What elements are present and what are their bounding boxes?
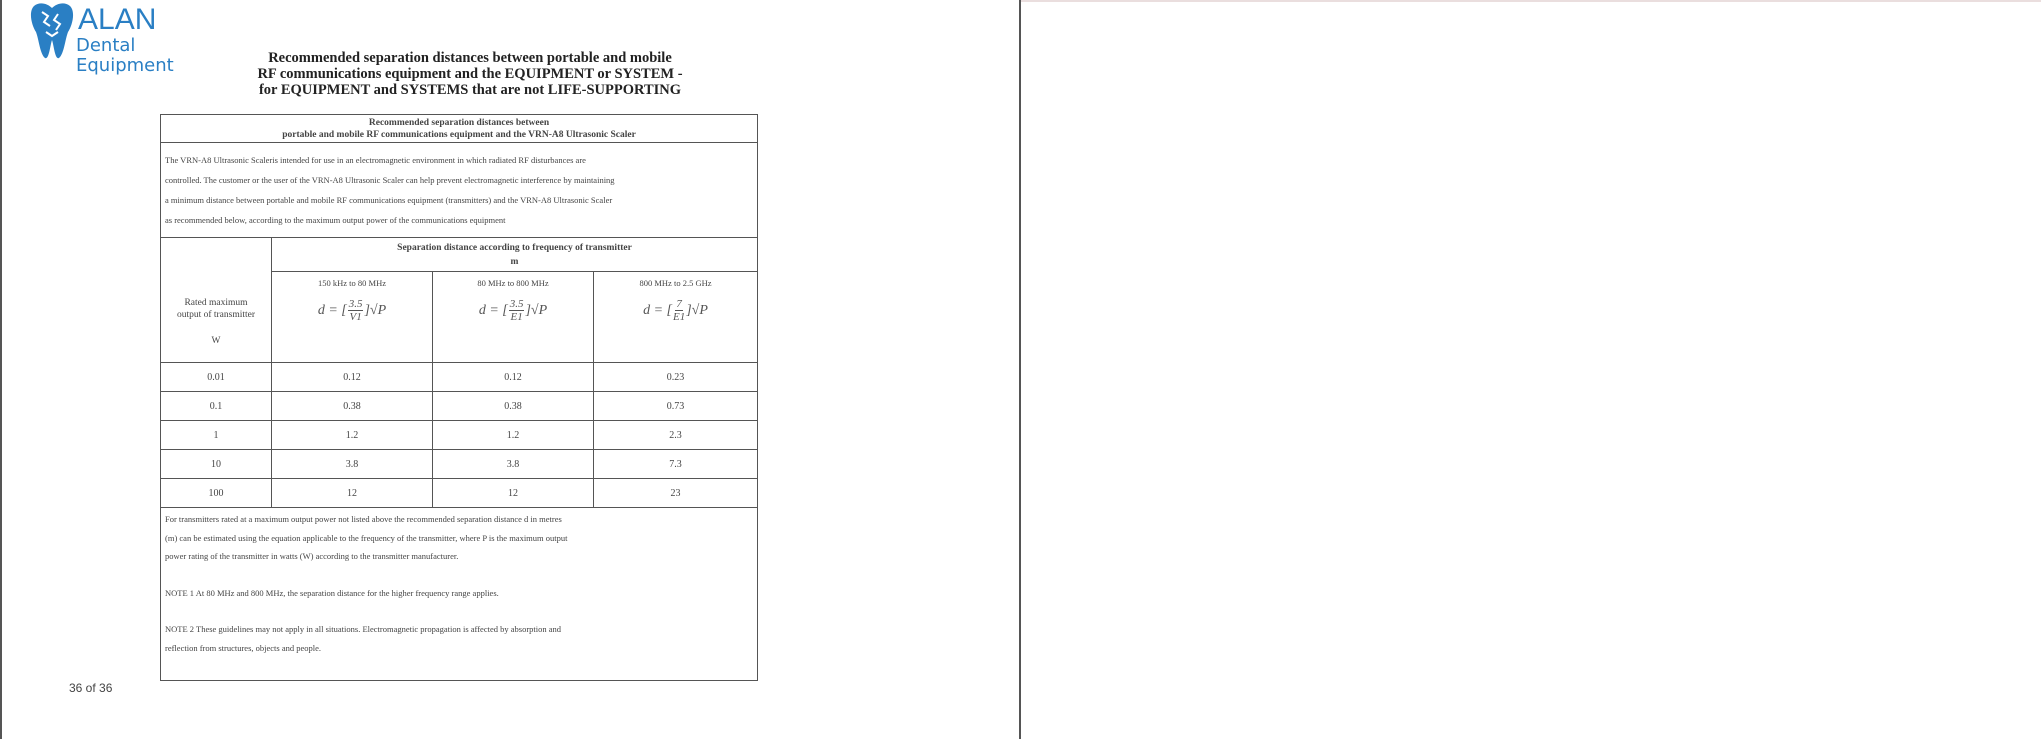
- table-cell: 12: [433, 479, 594, 508]
- formula-eq: =: [653, 302, 664, 318]
- page-divider: [1019, 0, 1021, 739]
- note-1: NOTE 1 At 80 MHz and 800 MHz, the separation distance for the higher frequency range applies.: [165, 587, 499, 598]
- fraction-denominator: E1: [672, 311, 686, 323]
- rated-unit: W: [211, 336, 221, 346]
- table-cell: 23: [594, 479, 758, 508]
- formula-open: [: [341, 302, 347, 318]
- note-2: [165, 620, 753, 657]
- intro-line: The VRN-A8 Ultrasonic Scaleris intended for use in an electromagnetic environment in which radiated RF disturbances are: [165, 155, 586, 165]
- table-cell: 3.8: [433, 450, 594, 479]
- band-formula: [479, 298, 547, 323]
- fraction-denominator: E1: [510, 311, 523, 323]
- table-cell: 7.3: [594, 450, 758, 479]
- fraction-denominator: V1: [349, 311, 362, 323]
- intro-line: a minimum distance between portable and mobile RF communications equipment (transmitters) and the VRN-A8 Ultrasonic Scaler: [165, 195, 613, 205]
- notes-line: NOTE 2 These guidelines may not apply in all situations. Electromagnetic propagation is affected by absorption and: [165, 624, 562, 634]
- notes-line: For transmitters rated at a maximum output power not listed above the recommended separation distance d in metres: [165, 514, 562, 524]
- formula-close: ]: [364, 302, 370, 318]
- rated-header-line: Rated maximum: [184, 298, 248, 308]
- table-cell: 0.38: [433, 392, 594, 421]
- band-label: 150 kHz to 80 MHz: [318, 278, 386, 288]
- table-cell: 2.3: [594, 421, 758, 450]
- notes-line: reflection from structures, objects and people.: [165, 642, 322, 653]
- table-cell: 1.2: [433, 421, 594, 450]
- formula-open: [: [502, 302, 508, 318]
- formula-eq: =: [328, 302, 338, 318]
- rated-output-header: [161, 238, 272, 363]
- notes-line: power rating of the transmitter in watts (W) according to the transmitter manufacturer.: [165, 551, 459, 561]
- fraction-numerator: 3.5: [509, 298, 524, 310]
- page-number: 36 of 36: [69, 681, 113, 695]
- table-cell: 0.73: [594, 392, 758, 421]
- table-intro: [161, 143, 758, 238]
- table-row: [161, 479, 758, 508]
- formula-d: d: [643, 302, 651, 318]
- table-row: [161, 363, 758, 392]
- separation-unit: m: [510, 256, 519, 267]
- formula-fraction: [673, 298, 685, 323]
- band-header-3: [594, 272, 758, 363]
- band-header-1: [272, 272, 433, 363]
- rated-header-line: output of transmitter: [176, 310, 256, 320]
- table-cell: 12: [272, 479, 433, 508]
- document-title: [160, 50, 780, 98]
- intro-line: as recommended below, according to the maximum output power of the communications equipment: [165, 215, 506, 225]
- table-row: [161, 450, 758, 479]
- table-cell: 1: [161, 421, 272, 450]
- page-left-border: [0, 0, 2, 739]
- formula-d: d: [317, 302, 325, 318]
- formula-sqrt: √P: [369, 302, 387, 318]
- table-cell: 1.2: [272, 421, 433, 450]
- tooth-logo-icon: [28, 2, 76, 60]
- title-line: for EQUIPMENT and SYSTEMS that are not LIFE-SUPPORTING: [258, 82, 682, 98]
- intro-line: controlled. The customer or the user of the VRN-A8 Ultrasonic Scaler can help prevent electromagnetic interference by maintaining: [165, 175, 615, 185]
- table-cell: 100: [161, 479, 272, 508]
- table-cell: 0.12: [272, 363, 433, 392]
- formula-close: ]: [686, 302, 692, 318]
- title-line: Recommended separation distances between portable and mobile: [268, 50, 672, 66]
- table-title-line: portable and mobile RF communications equipment and the VRN-A8 Ultrasonic Scaler: [282, 129, 636, 140]
- formula-close: ]: [525, 302, 531, 318]
- fraction-numerator: 7: [676, 298, 682, 310]
- table-title-line: Recommended separation distances between: [368, 117, 550, 128]
- fraction-numerator: 3.5: [348, 298, 363, 310]
- band-label: 80 MHz to 800 MHz: [477, 278, 549, 288]
- table-cell: 3.8: [272, 450, 433, 479]
- table-cell: 0.38: [272, 392, 433, 421]
- formula-eq: =: [489, 302, 499, 318]
- logo-name: ALAN: [78, 3, 157, 36]
- band-formula: [643, 298, 708, 323]
- table-row: [161, 392, 758, 421]
- notes-paragraph: [165, 510, 753, 566]
- formula-sqrt: √P: [691, 302, 708, 318]
- table-cell: 0.23: [594, 363, 758, 392]
- separation-distance-table: [160, 114, 758, 681]
- table-notes: [161, 508, 758, 681]
- separation-header: [272, 238, 758, 272]
- formula-fraction: [348, 298, 364, 323]
- band-header-2: [433, 272, 594, 363]
- right-page-top-edge: [1021, 0, 2041, 2]
- notes-line: (m) can be estimated using the equation applicable to the frequency of the transmitter, where P is the maximum output: [165, 532, 568, 543]
- table-cell: 10: [161, 450, 272, 479]
- formula-sqrt: √P: [530, 302, 548, 318]
- table-cell: 0.1: [161, 392, 272, 421]
- formula-fraction: [509, 298, 525, 323]
- table-cell: 0.01: [161, 363, 272, 392]
- band-label: 800 MHz to 2.5 GHz: [639, 278, 712, 288]
- formula-d: d: [478, 302, 486, 318]
- table-title: [161, 115, 758, 143]
- title-line: RF communications equipment and the EQUIPMENT or SYSTEM -: [257, 66, 683, 82]
- table-row: [161, 421, 758, 450]
- table-cell: 0.12: [433, 363, 594, 392]
- formula-open: [: [666, 302, 672, 318]
- logo-subtitle: Dental Equipment: [76, 35, 174, 76]
- separation-header-text: Separation distance according to frequency of transmitter: [397, 242, 632, 253]
- band-formula: [318, 298, 386, 323]
